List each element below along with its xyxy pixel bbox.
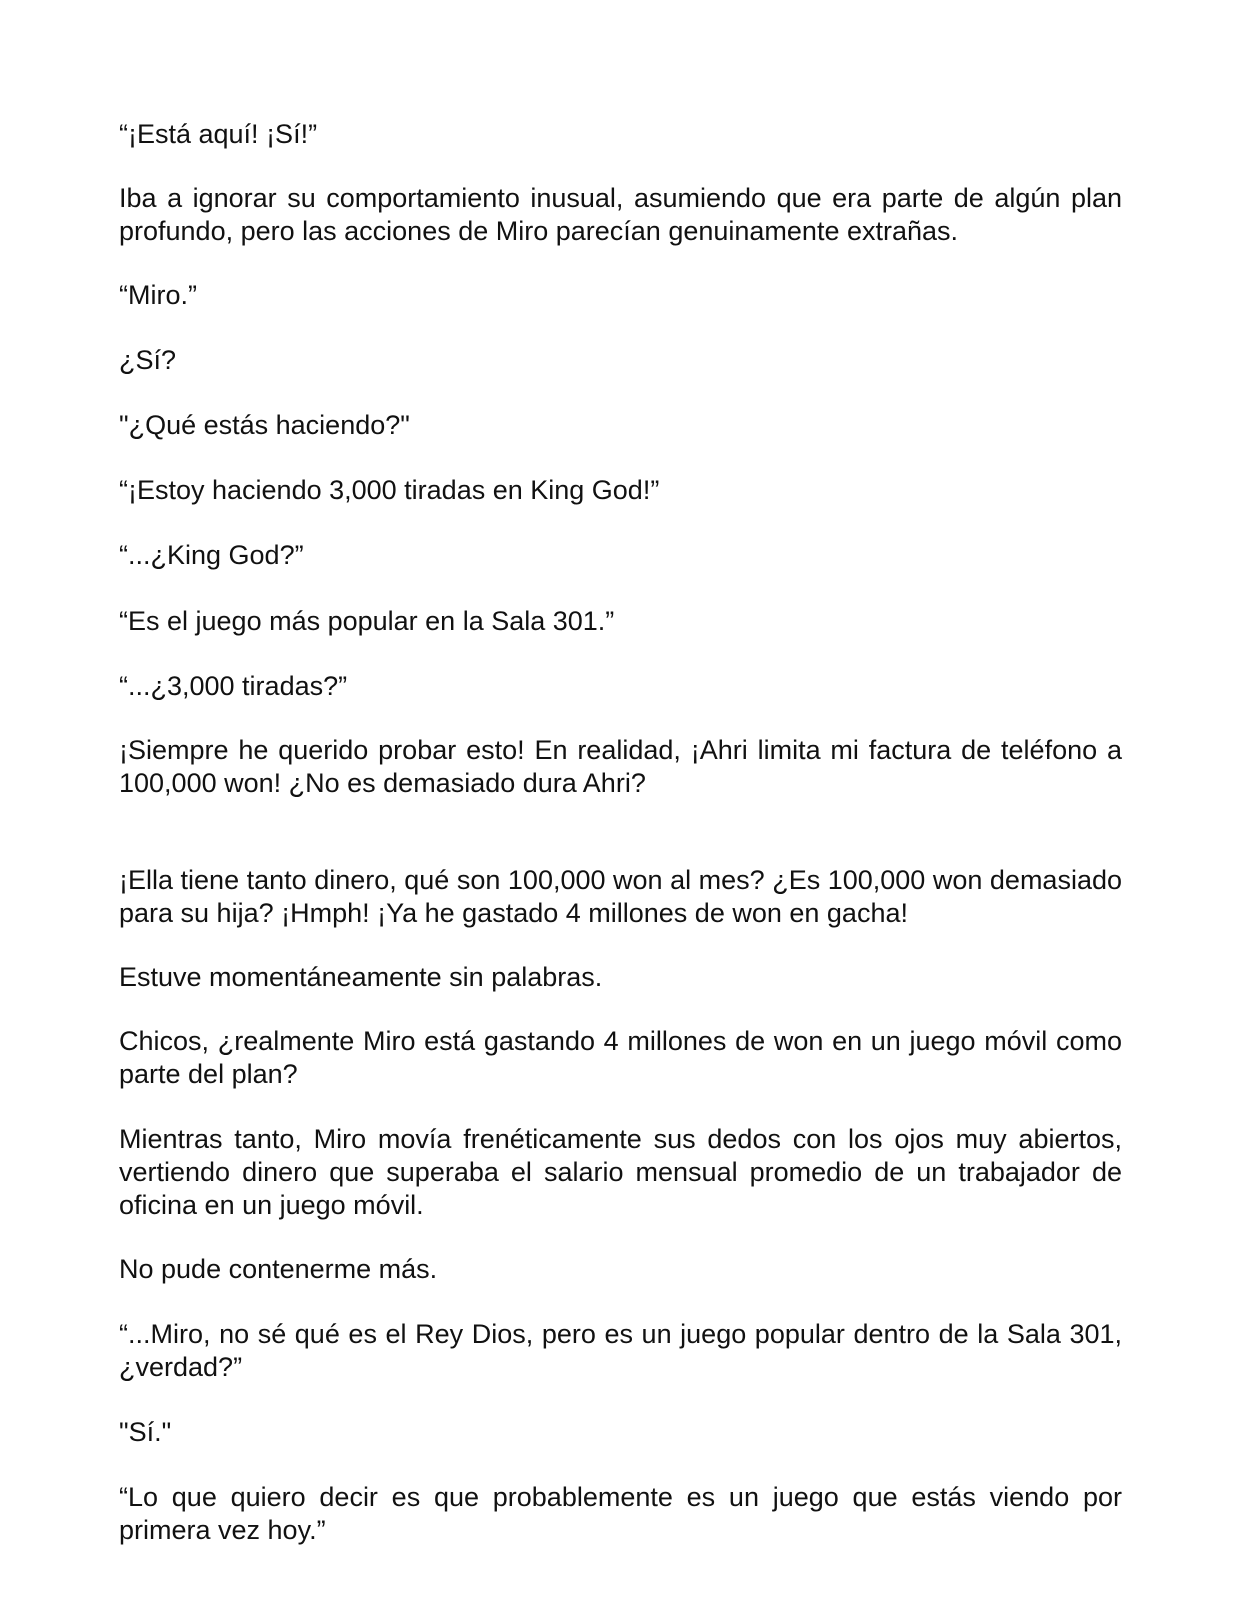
paragraph-16: “...Miro, no sé qué es el Rey Dios, pero es un juego popular dentro de la Sala 301, ¿verdad?”: [119, 1319, 1122, 1382]
paragraph-17: "Sí.": [119, 1417, 172, 1447]
paragraph-11: ¡Ella tiene tanto dinero, qué son 100,000 won al mes? ¿Es 100,000 won demasiado para su hija? ¡Hmph! ¡Ya he gastado 4 millones de won en gacha!: [119, 865, 1122, 928]
paragraph-18: “Lo que quiero decir es que probablemente es un juego que estás viendo por primera vez hoy.”: [119, 1482, 1122, 1545]
paragraph-14: Mientras tanto, Miro movía frenéticamente sus dedos con los ojos muy abiertos, vertiendo dinero que superaba el salario mensual promedio de un trabajador de oficina en un juego móvil.: [119, 1124, 1122, 1220]
paragraph-10: ¡Siempre he querido probar esto! En realidad, ¡Ahri limita mi factura de teléfono a 100,000 won! ¿No es demasiado dura Ahri?: [119, 735, 1122, 798]
paragraph-8: “Es el juego más popular en la Sala 301.”: [119, 606, 615, 636]
paragraph-12: Estuve momentáneamente sin palabras.: [119, 962, 603, 992]
paragraph-6: “¡Estoy haciendo 3,000 tiradas en King God!”: [119, 475, 660, 505]
paragraph-3: “Miro.”: [119, 280, 197, 310]
paragraph-13: Chicos, ¿realmente Miro está gastando 4 millones de won en un juego móvil como parte del plan?: [119, 1026, 1122, 1089]
paragraph-1: “¡Está aquí! ¡Sí!”: [119, 119, 318, 149]
paragraph-4: ¿Sí?: [119, 345, 177, 375]
paragraph-5: "¿Qué estás haciendo?": [119, 410, 410, 440]
paragraph-9: “...¿3,000 tiradas?”: [119, 671, 348, 701]
paragraph-15: No pude contenerme más.: [119, 1254, 438, 1284]
paragraph-7: “...¿King God?”: [119, 540, 304, 570]
paragraph-2: Iba a ignorar su comportamiento inusual, asumiendo que era parte de algún plan profundo, pero las acciones de Miro parecían genuinamente extrañas.: [119, 183, 1122, 246]
